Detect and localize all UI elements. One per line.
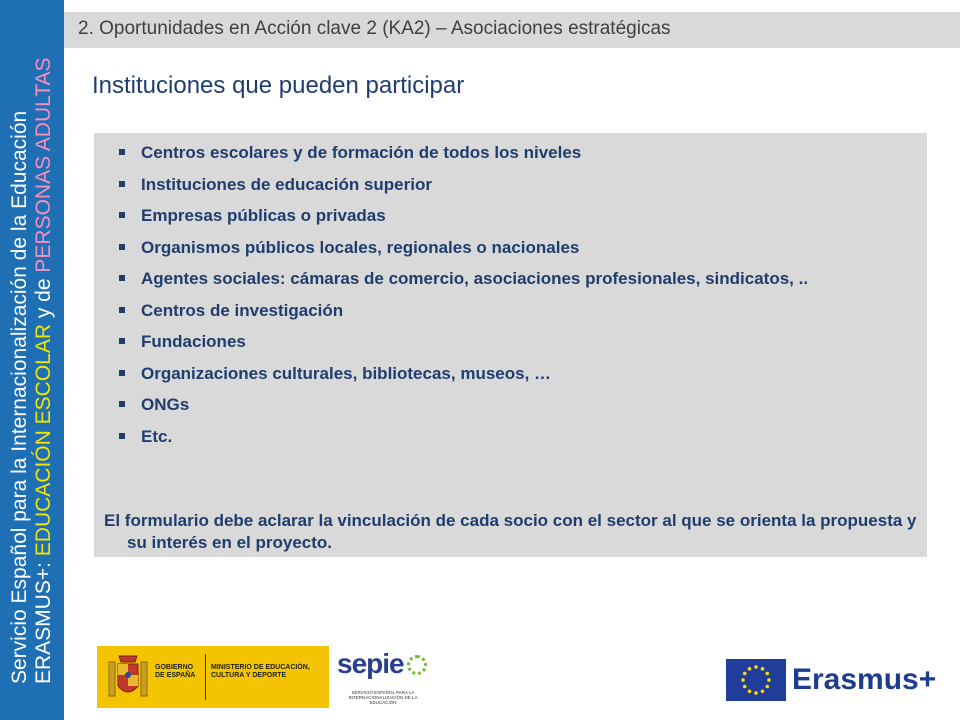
list-item-text: Centros escolares y de formación de todos los niveles [141,143,582,162]
erasmus-logo [726,659,937,701]
sidebar-erasmus-prefix: ERASMUS+: [32,556,55,684]
list-item [118,237,908,259]
list-item [118,300,908,322]
section-header-bar [64,12,960,48]
list-item-text: Instituciones de educación superior [141,174,432,194]
square-bullet-icon [119,149,125,155]
square-bullet-icon [119,307,125,313]
sepie-subtitle: SERVICIO ESPAÑOL PARA LA INTERNACIONALIZACIÓN DE LA EDUCACIÓN [348,690,418,705]
sidebar-connector: y de [32,272,55,324]
square-bullet-icon [119,338,125,344]
logo-divider [205,654,206,700]
square-bullet-icon [119,212,125,218]
sepie-ring-icon [407,655,427,675]
sidebar-school-education: EDUCACIÓN ESCOLAR [32,323,55,557]
list-item-text: ONGs [141,395,190,414]
government-label: GOBIERNO DE ESPAÑA [155,664,196,679]
square-bullet-icon [119,433,125,439]
list-item-text: Etc. [141,426,173,446]
form-note: El formulario debe aclarar la vinculación de cada socio con el sector al que se orienta la propuesta y su interés en el proyecto. [104,511,917,552]
spain-coat-of-arms-icon [105,652,151,702]
ministry-label: MINISTERIO DE EDUCACIÓN, CULTURA Y DEPORTE [211,664,310,679]
list-item-text: Fundaciones [141,332,246,351]
list-item-text: Centros de investigación [141,300,344,320]
square-bullet-icon [119,275,125,281]
list-item [118,174,908,196]
square-bullet-icon [119,370,125,376]
sidebar-band [0,0,64,720]
square-bullet-icon [119,401,125,407]
sepie-logo [329,646,434,708]
list-item [118,205,908,227]
list-item-text: Empresas públicas o privadas [141,206,386,225]
content-box [94,133,927,557]
list-item-text: Organizaciones culturales, bibliotecas, museos, … [141,363,552,383]
list-item-text: Organismos públicos locales, regionales o nacionales [141,237,580,257]
sidebar-vertical-text [8,24,56,684]
list-item [118,142,908,164]
list-item [118,331,908,353]
eu-flag-icon [726,659,786,701]
list-item-text: Agentes sociales: cámaras de comercio, asociaciones profesionales, sindicatos, .. [141,269,809,288]
government-logo [97,646,329,708]
sidebar-adult-education: PERSONAS ADULTAS [32,57,55,273]
list-item [118,268,908,290]
sepie-wordmark: sepie [337,648,404,679]
sidebar-line-1: Servicio Español para la Internacionalización de la Educación [8,110,31,684]
participant-list [118,142,908,457]
government-logo-strip [97,646,434,708]
section-header-text: 2. Oportunidades en Acción clave 2 (KA2) – Asociaciones estratégicas [78,18,671,39]
erasmus-wordmark: Erasmus+ [792,663,937,696]
square-bullet-icon [119,244,125,250]
list-item [118,426,908,448]
list-item [118,363,908,385]
list-item [118,394,908,416]
sidebar-line-2 [32,24,56,684]
square-bullet-icon [119,181,125,187]
page-title: Instituciones que pueden participar [92,72,465,99]
